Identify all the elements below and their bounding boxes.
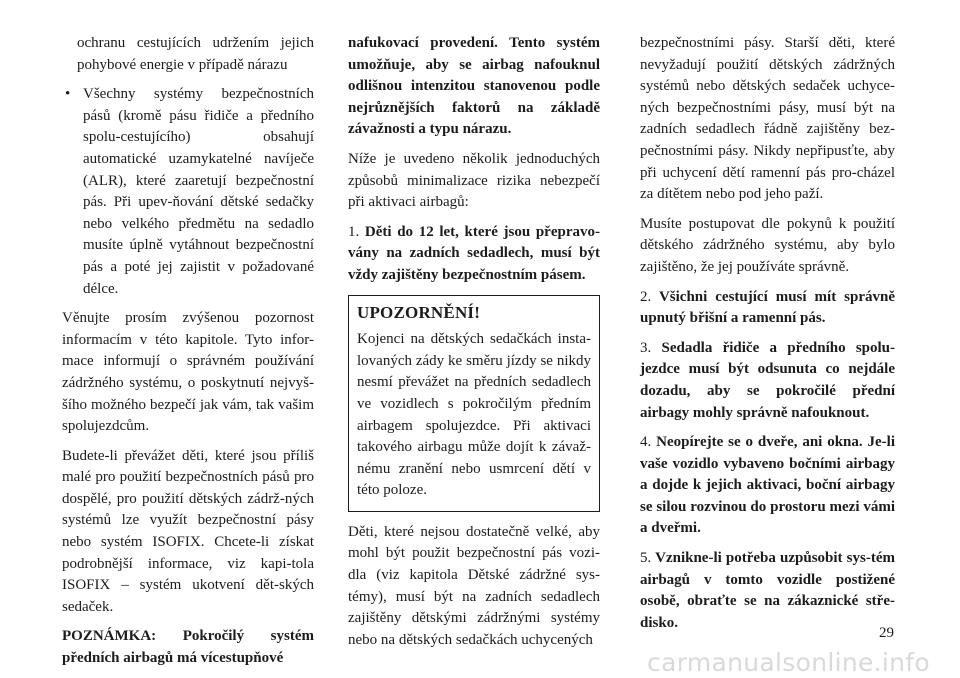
numbered-item xyxy=(640,548,895,634)
paragraph: Budete-li převážet děti, které jsou příliš malé pro použití bezpečnostních pásů pro dospělé, pro použití dětských zádrž-ných systémů lze využít bezpečnostní pásy nebo systém ISOFIX. Chcete-li získat podrobnější informace, viz kapi-tola ISOFIX – systém ukotvení dět-ských sedaček. xyxy=(62,447,314,615)
item-number: 5. xyxy=(640,550,652,567)
warning-text: Kojenci na dětských sedačkách insta-lovaných zády ke směru jízdy se nikdy nesmí převážet na předních sedadlech ve vozidlech s pokročilým předním airbagem spolujezdce. Při aktivaci takového airbagu může dojít k závaž-nému zranění nebo usmrcení dětí v této poloze. xyxy=(357,331,591,499)
continued-text: ochranu cestujících udržením jejich pohybové energie v případě nárazu xyxy=(77,35,314,73)
bullet-list xyxy=(62,84,314,300)
warning-box xyxy=(348,295,600,512)
numbered-item xyxy=(640,287,895,330)
continued-text: bezpečnostními pásy. Starší děti, které nevyžadují použití dětských zádržných systémů nebo dětských sedaček uchyce-ných bezpečnostními pásy, musí být na zadních sedadlech řádně zajištěny bez-pečnostními pásy. Nikdy nepřipusťte, aby při uchycení dětí ramenní pás pro-cházel za dítětem nebo pod jeho paží. xyxy=(640,35,895,203)
column-right xyxy=(640,33,895,642)
item-text: Děti do 12 let, které jsou přepravo-vány na zadních sedadlech, musí být vždy zajištěny bezpečnostním pásem. xyxy=(348,223,600,283)
item-number: 2. xyxy=(640,288,652,305)
item-text: Vznikne-li potřeba uzpůsobit sys-tém airbagů v tomto vozidle postižené osobě, obraťte se na zákaznické stře-disko. xyxy=(640,550,895,631)
page-number: 29 xyxy=(879,625,894,641)
item-number: 3. xyxy=(640,339,652,356)
paragraph: Věnujte prosím zvýšenou pozornost informacím v této kapitole. Tyto infor-mace informují o správném používání zádržného systému, o poskytnutí nejvyš-šího možného bezpečí jak vám, tak vašim spolujezdcům. xyxy=(62,310,314,435)
continued-note: nafukovací provedení. Tento systém umožňuje, aby se airbag nafouknul odlišnou intenzitou stanovenou podle nejrůznějších faktorů na základě závažnosti a typu nárazu. xyxy=(348,35,600,138)
numbered-item xyxy=(348,222,600,287)
numbered-item xyxy=(640,432,895,540)
paragraph: Musíte postupovat dle pokynů k použití dětského zádržného systému, aby bylo zajištěno, že jej používáte správně. xyxy=(640,215,895,275)
item-number: 4. xyxy=(640,434,652,451)
item-text: Všichni cestující musí mít správně upnutý břišní a ramenní pás. xyxy=(640,288,895,327)
list-item xyxy=(62,84,314,300)
item-text: Neopírejte se o dveře, ani okna. Je-li vaše vozidlo vybaveno bočními airbagy a dojde k jejich aktivaci, boční airbagy se silou rozvinou do prostoru mezi vámi a dveřmi. xyxy=(640,434,896,537)
column-left xyxy=(62,33,314,678)
numbered-item xyxy=(640,338,895,424)
note: POZNÁMKA: Pokročilý systém předních airbagů má vícestupňové xyxy=(62,628,314,667)
warning-title: UPOZORNĚNÍ! xyxy=(357,302,481,322)
bullet-text: Všechny systémy bezpečnostních pásů (kromě pásu řidiče a předního spolu-cestujícího) obsahují automatické uzamykatelné navíječe (ALR), které zaaretují bezpečnostní pás. Při upev-ňování dětské sedačky nebo velkého předmětu na sedadlo musíte úplně vytáhnout bezpečnostní pás a poté jej zajistit v požadované délce. xyxy=(83,86,314,297)
item-text: Sedadla řidiče a předního spolu-jezdce musí být odsunuta co nejdále dozadu, aby se pokročilé přední airbagy mohly správně nafouknout. xyxy=(640,339,896,421)
column-middle xyxy=(348,33,600,659)
watermark: carmanualsonline.info xyxy=(647,647,930,677)
paragraph: Děti, které nejsou dostatečně velké, aby mohl být použit bezpečnostní pás vozi-dla (viz kapitola Dětské zádržné sys-témy), musí být na zadních sedadlech zajištěny dětskými zádržnými systémy nebo na dětských sedačkách uchycených xyxy=(348,523,600,648)
watermark-bar xyxy=(0,646,960,678)
item-number: 1. xyxy=(348,223,360,240)
paragraph: Níže je uvedeno několik jednoduchých způsobů minimalizace rizika nebezpečí při aktivaci airbagů: xyxy=(348,150,600,211)
bullet-icon: • xyxy=(65,86,71,103)
